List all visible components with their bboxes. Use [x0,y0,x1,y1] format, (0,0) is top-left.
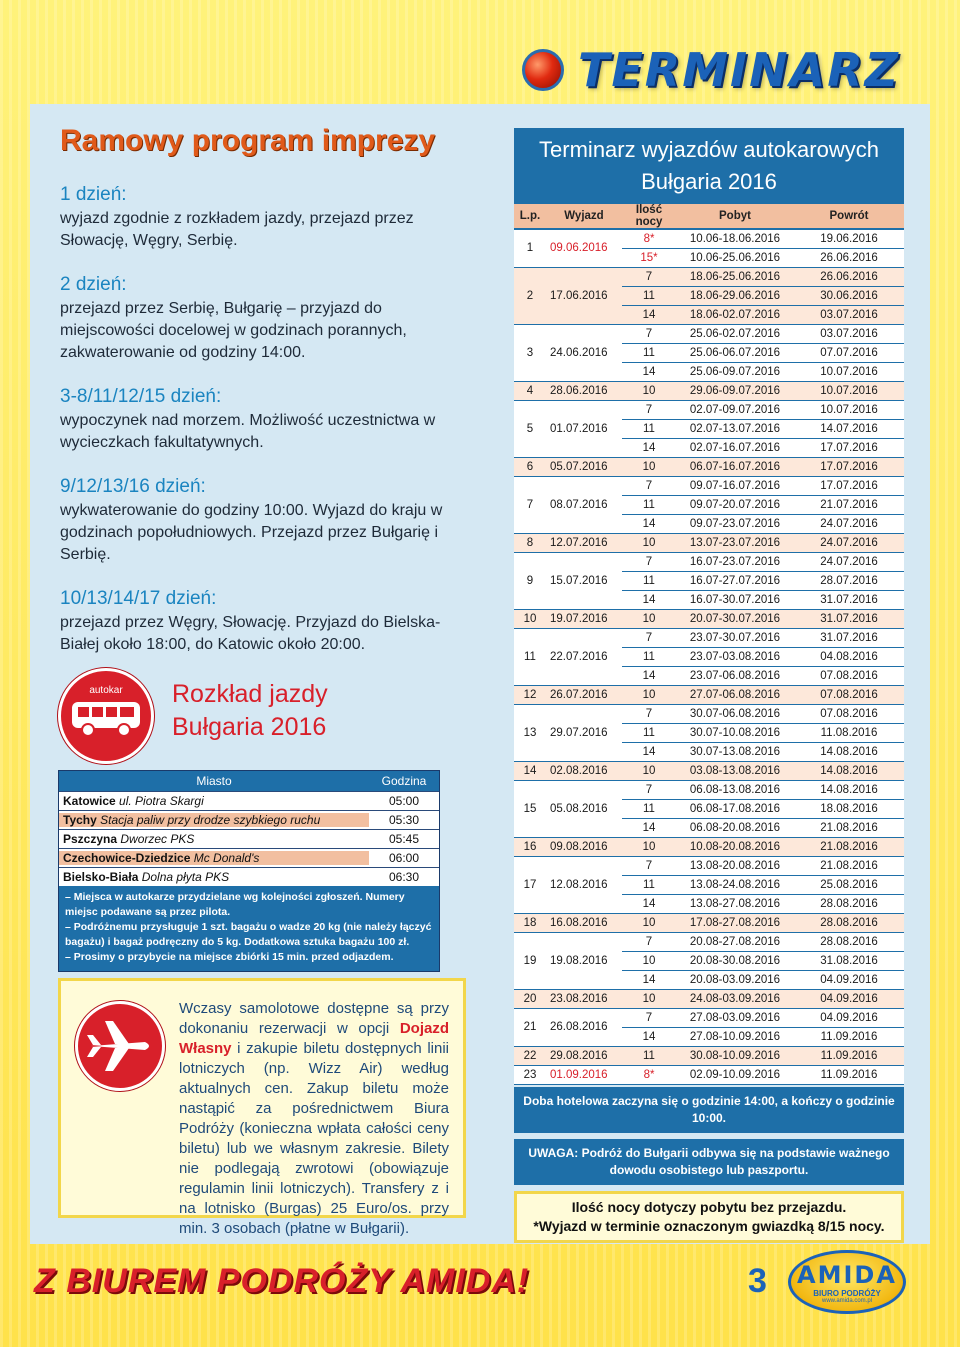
stay-range: 27.07-06.08.2016 [676,685,794,704]
nights-count: 14 [622,970,676,989]
trip-number: 9 [514,552,546,609]
return-date: 31.08.2016 [794,951,904,970]
rozklad-line1: Rozkład jazdy [172,680,328,708]
brand-header [522,40,900,100]
schedule-row [514,913,904,932]
trip-number: 6 [514,457,546,476]
schedule-row [514,609,904,628]
departure-date: 05.08.2016 [546,780,622,837]
return-date: 14.08.2016 [794,780,904,799]
return-date: 04.09.2016 [794,970,904,989]
departure-date: 26.08.2016 [546,1008,622,1046]
nights-count: 14 [622,305,676,324]
nights-count: 11 [622,875,676,894]
schedule-row [514,837,904,856]
stop-time: 05:45 [388,832,420,846]
timetable-row [59,791,439,810]
return-date: 28.08.2016 [794,932,904,951]
stop-place: Dworzec PKS [120,832,195,846]
return-date: 10.07.2016 [794,381,904,400]
schedule-row [514,780,904,799]
return-date: 11.09.2016 [794,1027,904,1046]
trip-number: 8 [514,533,546,552]
departure-date: 29.08.2016 [546,1046,622,1065]
nights-count: 14 [622,742,676,761]
col-wyjazd: Wyjazd [546,204,622,229]
program-title: Ramowy program imprezy [60,124,436,157]
return-date: 10.07.2016 [794,362,904,381]
return-date: 21.08.2016 [794,856,904,875]
trip-number: 17 [514,856,546,913]
flight-text-before: Wczasy samolotowe dostępne są przy dokonaniu rezerwacji w opcji [179,1000,449,1037]
timetable-row [59,848,439,867]
nights-count: 11 [622,286,676,305]
schedule-title [514,128,904,204]
stay-range: 29.06-09.07.2016 [676,381,794,400]
stay-range: 06.07-16.07.2016 [676,457,794,476]
day-heading: 9/12/13/16 dzień: [60,476,206,497]
trip-number: 5 [514,400,546,457]
day-text: przejazd przez Serbię, Bułgarię – przyjazd do miejscowości docelowej w godzinach porannych, zakwaterowanie od godziny 14:00. [60,300,407,361]
plane-badge [75,1001,165,1091]
schedule-table [514,204,904,1085]
nights-count: 7 [622,1008,676,1027]
stay-range: 10.08-20.08.2016 [676,837,794,856]
stop-place: Dolna płyta PKS [141,870,230,884]
trip-number: 14 [514,761,546,780]
departure-date: 26.07.2016 [546,685,622,704]
return-date: 19.06.2016 [794,229,904,248]
stop-city: Katowice [63,794,116,808]
stay-range: 18.06-29.06.2016 [676,286,794,305]
return-date: 26.06.2016 [794,248,904,267]
stop-city: Bielsko-Biała [63,870,139,884]
return-date: 24.07.2016 [794,552,904,571]
schedule-row [514,476,904,495]
schedule-row [514,552,904,571]
nights-count: 14 [622,590,676,609]
departure-date: 29.07.2016 [546,704,622,761]
departure-date: 17.06.2016 [546,267,622,324]
col-pobyt: Pobyt [676,204,794,229]
return-date: 28.08.2016 [794,913,904,932]
stay-range: 16.07-27.07.2016 [676,571,794,590]
departure-date: 09.08.2016 [546,837,622,856]
stay-range: 02.09-10.09.2016 [676,1065,794,1084]
documents-note: UWAGA: Podróż do Bułgarii odbywa się na podstawie ważnego dowodu osobistego lub paszportu. [514,1139,904,1185]
departure-date: 19.08.2016 [546,932,622,989]
nights-count: 10 [622,609,676,628]
stay-range: 20.07-30.07.2016 [676,609,794,628]
stay-range: 03.08-13.08.2016 [676,761,794,780]
brand-title: TERMINARZ [578,43,900,97]
col-powrot: Powrót [794,204,904,229]
return-date: 03.07.2016 [794,305,904,324]
trip-number: 23 [514,1065,546,1084]
return-date: 14.08.2016 [794,742,904,761]
program-day [60,588,460,656]
return-date: 14.08.2016 [794,761,904,780]
program-day [60,184,460,252]
stop-time: 05:30 [388,813,420,827]
nights-count: 7 [622,780,676,799]
trip-number: 21 [514,1008,546,1046]
trip-number: 22 [514,1046,546,1065]
nights-count: 10 [622,381,676,400]
nights-count: 7 [622,704,676,723]
stay-range: 13.08-20.08.2016 [676,856,794,875]
return-date: 28.08.2016 [794,894,904,913]
stay-range: 06.08-13.08.2016 [676,780,794,799]
trip-number: 20 [514,989,546,1008]
footnote-line1: Ilość nocy dotyczy pobytu bez przejazdu. [571,1198,847,1215]
nights-count: 10 [622,685,676,704]
return-date: 11.09.2016 [794,1065,904,1084]
return-date: 04.09.2016 [794,989,904,1008]
trip-number: 4 [514,381,546,400]
timetable-note: – Podróżnemu przysługuje 1 szt. bagażu o wadze 20 kg (nie należy łączyć bagażu) i bagaż podręczny do 5 kg. Dodatkowa sztuka bagażu 100 zł. [65,921,432,948]
schedule-row [514,400,904,419]
nights-count: 11 [622,723,676,742]
return-date: 03.07.2016 [794,324,904,343]
trip-number: 7 [514,476,546,533]
return-date: 18.08.2016 [794,799,904,818]
trip-number: 18 [514,913,546,932]
stay-range: 27.08-03.09.2016 [676,1008,794,1027]
departure-date: 05.07.2016 [546,457,622,476]
schedule-row [514,761,904,780]
schedule-row [514,229,904,248]
return-date: 14.07.2016 [794,419,904,438]
nights-count: 10 [622,761,676,780]
stay-range: 18.06-25.06.2016 [676,267,794,286]
day-heading: 3-8/11/12/15 dzień: [60,386,222,407]
day-text: przejazd przez Węgry, Słowację. Przyjazd do Bielska-Białej około 18:00, do Katowic około 20:00. [60,614,441,653]
nights-count: 10 [622,533,676,552]
col-lp: L.p. [514,204,546,229]
return-date: 30.06.2016 [794,286,904,305]
timetable-row [59,810,439,829]
footer-slogan: Z BIUREM PODRÓŻY AMIDA! [34,1262,530,1300]
return-date: 07.08.2016 [794,666,904,685]
schedule-row [514,267,904,286]
departure-date: 08.07.2016 [546,476,622,533]
departure-date: 19.07.2016 [546,609,622,628]
nights-count: 7 [622,476,676,495]
stop-city: Czechowice-Dziedzice [63,851,191,865]
program-day [60,386,460,454]
schedule-row [514,932,904,951]
schedule-row [514,685,904,704]
stop-time: 06:30 [388,870,420,884]
nights-count: 7 [622,267,676,286]
stay-range: 25.06-02.07.2016 [676,324,794,343]
day-heading: 2 dzień: [60,274,127,295]
stay-range: 23.07-03.08.2016 [676,647,794,666]
bus-badge-label: autokar [89,685,123,696]
departure-date: 01.07.2016 [546,400,622,457]
nights-count: 7 [622,932,676,951]
nights-count: 11 [622,419,676,438]
stop-time: 06:00 [388,851,420,865]
nights-count: 14 [622,894,676,913]
bus-badge [58,668,154,764]
footnote-line2: *Wyjazd w terminie oznaczonym gwiazdką 8/15 nocy. [533,1217,885,1234]
stay-range: 06.08-20.08.2016 [676,818,794,837]
return-date: 11.09.2016 [794,1046,904,1065]
return-date: 21.08.2016 [794,837,904,856]
stay-range: 09.07-16.07.2016 [676,476,794,495]
stay-range: 02.07-09.07.2016 [676,400,794,419]
stop-place: ul. Piotra Skargi [119,794,204,808]
timetable-row [59,829,439,848]
schedule-row [514,856,904,875]
flight-info-box [58,978,466,1237]
stay-range: 27.08-10.09.2016 [676,1027,794,1046]
stay-range: 10.06-25.06.2016 [676,248,794,267]
day-text: wykwaterowanie do godziny 10:00. Wyjazd do kraju w godzinach popołudniowych. Przejazd przez Bułgarię i Serbię. [60,502,443,563]
return-date: 17.07.2016 [794,457,904,476]
trip-number: 3 [514,324,546,381]
page-number: 3 [748,1262,767,1300]
stay-range: 02.07-13.07.2016 [676,419,794,438]
timetable-header [59,771,439,791]
nights-count: 14 [622,438,676,457]
stay-range: 23.07-06.08.2016 [676,666,794,685]
nights-count: 10 [622,457,676,476]
departure-date: 16.08.2016 [546,913,622,932]
nights-count: 10 [622,913,676,932]
nights-count: 11 [622,1046,676,1065]
schedule-section [514,128,904,1243]
nights-count: 7 [622,628,676,647]
orb-icon [522,49,564,91]
trip-number: 10 [514,609,546,628]
timetable-note: – Prosimy o przybycie na miejsce zbiórki 15 min. przed odjazdem. [65,951,394,963]
nights-count: 10 [622,837,676,856]
schedule-row [514,989,904,1008]
trip-number: 12 [514,685,546,704]
departure-date: 23.08.2016 [546,989,622,1008]
schedule-row [514,1008,904,1027]
return-date: 26.06.2016 [794,267,904,286]
stay-range: 25.06-09.07.2016 [676,362,794,381]
stay-range: 24.08-03.09.2016 [676,989,794,1008]
schedule-title-line1: Terminarz wyjazdów autokarowych [539,137,879,162]
logo-url: www.amida.com.pl [821,1298,872,1304]
flight-text-after: i zakupie biletu dostępnych linii lotniczych (np. Wizz Air) według aktualnych cen. Zakup biletu może nastąpić za pośrednictwem Biura Podróży (konieczna wpłata całości ceny biletu) lub we własnym zakresie. Bilety nie podlegają zwrotowi (obowiązuje regulamin linii lotniczych). Transfery z i na lotnisko (Burgas) 25 Euro/os. przy min. 3 osobach (płatne w Bułgarii). [179,1040,449,1237]
program-day [60,274,460,364]
bus-timetable [58,770,440,972]
stop-time: 05:00 [388,794,420,808]
return-date: 24.07.2016 [794,514,904,533]
rozklad-title [172,678,328,744]
nights-count: 11 [622,647,676,666]
stay-range: 13.07-23.07.2016 [676,533,794,552]
return-date: 17.07.2016 [794,438,904,457]
stay-range: 23.07-30.07.2016 [676,628,794,647]
trip-number: 15 [514,780,546,837]
departure-date: 02.08.2016 [546,761,622,780]
trip-number: 2 [514,267,546,324]
rozklad-line2: Bułgaria 2016 [172,713,327,741]
nights-count: 14 [622,818,676,837]
bus-icon [58,668,154,764]
stop-place: Mc Donald's [193,851,260,865]
stay-range: 30.07-10.08.2016 [676,723,794,742]
stay-range: 09.07-23.07.2016 [676,514,794,533]
return-date: 04.08.2016 [794,647,904,666]
header-time: Godzina [381,774,427,788]
return-date: 21.08.2016 [794,818,904,837]
stay-range: 30.07-13.08.2016 [676,742,794,761]
nights-count: 7 [622,400,676,419]
trip-number: 13 [514,704,546,761]
departure-date: 12.08.2016 [546,856,622,913]
logo-name: AMIDA [797,1261,897,1289]
nights-count: 11 [622,571,676,590]
schedule-header-row [514,204,904,229]
nights-count: 7 [622,856,676,875]
return-date: 04.09.2016 [794,1008,904,1027]
schedule-footnote [514,1191,904,1243]
return-date: 31.07.2016 [794,609,904,628]
return-date: 17.07.2016 [794,476,904,495]
nights-count: 7 [622,552,676,571]
nights-count: 14 [622,1027,676,1046]
schedule-title-line2: Bułgaria 2016 [641,169,777,194]
nights-count: 11 [622,343,676,362]
nights-count: 8* [622,1065,676,1084]
return-date: 28.07.2016 [794,571,904,590]
stay-range: 25.06-06.07.2016 [676,343,794,362]
stay-range: 30.08-10.09.2016 [676,1046,794,1065]
departure-date: 12.07.2016 [546,533,622,552]
trip-number: 19 [514,932,546,989]
departure-date: 28.06.2016 [546,381,622,400]
trip-number: 11 [514,628,546,685]
schedule-row [514,1046,904,1065]
stay-range: 06.08-17.08.2016 [676,799,794,818]
departure-date: 09.06.2016 [546,229,622,267]
timetable-row [59,867,439,886]
schedule-row [514,533,904,552]
stop-city: Tychy [63,813,97,827]
stop-place: Stacja paliw przy drodze szybkiego ruchu [100,813,321,827]
flight-highlight: Dojazd Własny [179,1020,449,1057]
nights-count: 15* [622,248,676,267]
timetable-notes [59,886,439,971]
stay-range: 09.07-20.07.2016 [676,495,794,514]
schedule-row [514,324,904,343]
airplane-icon [75,1001,165,1091]
schedule-row [514,381,904,400]
stay-range: 17.08-27.08.2016 [676,913,794,932]
return-date: 24.07.2016 [794,533,904,552]
nights-count: 11 [622,495,676,514]
stay-range: 16.07-23.07.2016 [676,552,794,571]
departure-date: 24.06.2016 [546,324,622,381]
logo-subtitle: BIURO PODRÓŻY [813,1289,881,1298]
trip-number: 1 [514,229,546,267]
nights-count: 14 [622,362,676,381]
schedule-row [514,457,904,476]
nights-count: 14 [622,666,676,685]
timetable-note: – Miejsca w autokarze przydzielane wg kolejności zgłoszeń. Numery miejsc podawane są przez pilota. [65,891,405,918]
stay-range: 02.07-16.07.2016 [676,438,794,457]
program-section [60,124,460,678]
return-date: 25.08.2016 [794,875,904,894]
return-date: 21.07.2016 [794,495,904,514]
header-city: Miasto [196,774,232,788]
departure-date: 01.09.2016 [546,1065,622,1084]
stay-range: 20.08-03.09.2016 [676,970,794,989]
stop-city: Pszczyna [63,832,118,846]
stay-range: 16.07-30.07.2016 [676,590,794,609]
day-text: wyjazd zgodnie z rozkładem jazdy, przejazd przez Słowację, Węgry, Serbię. [60,210,414,249]
nights-count: 8* [622,229,676,248]
stay-range: 13.08-24.08.2016 [676,875,794,894]
return-date: 11.08.2016 [794,723,904,742]
col-noce: Ilość nocy [622,204,676,229]
nights-count: 7 [622,324,676,343]
stay-range: 13.08-27.08.2016 [676,894,794,913]
stay-range: 30.07-06.08.2016 [676,704,794,723]
schedule-row [514,704,904,723]
nights-count: 11 [622,799,676,818]
nights-count: 14 [622,514,676,533]
return-date: 10.07.2016 [794,400,904,419]
stay-range: 20.08-30.08.2016 [676,951,794,970]
day-text: wypoczynek nad morzem. Możliwość uczestnictwa w wycieczkach fakultatywnych. [60,412,436,451]
stay-range: 10.06-18.06.2016 [676,229,794,248]
return-date: 07.08.2016 [794,685,904,704]
trip-number: 16 [514,837,546,856]
amida-logo [788,1250,906,1314]
departure-date: 15.07.2016 [546,552,622,609]
schedule-row [514,628,904,647]
stay-range: 20.08-27.08.2016 [676,932,794,951]
day-heading: 1 dzień: [60,184,127,205]
return-date: 31.07.2016 [794,628,904,647]
nights-count: 10 [622,951,676,970]
return-date: 07.07.2016 [794,343,904,362]
departure-date: 22.07.2016 [546,628,622,685]
program-day [60,476,460,566]
return-date: 31.07.2016 [794,590,904,609]
return-date: 07.08.2016 [794,704,904,723]
hotel-note: Doba hotelowa zaczyna się o godzinie 14:00, a kończy o godzinie 10:00. [514,1087,904,1133]
nights-count: 10 [622,989,676,1008]
day-heading: 10/13/14/17 dzień: [60,588,217,609]
stay-range: 18.06-02.07.2016 [676,305,794,324]
schedule-row [514,1065,904,1084]
